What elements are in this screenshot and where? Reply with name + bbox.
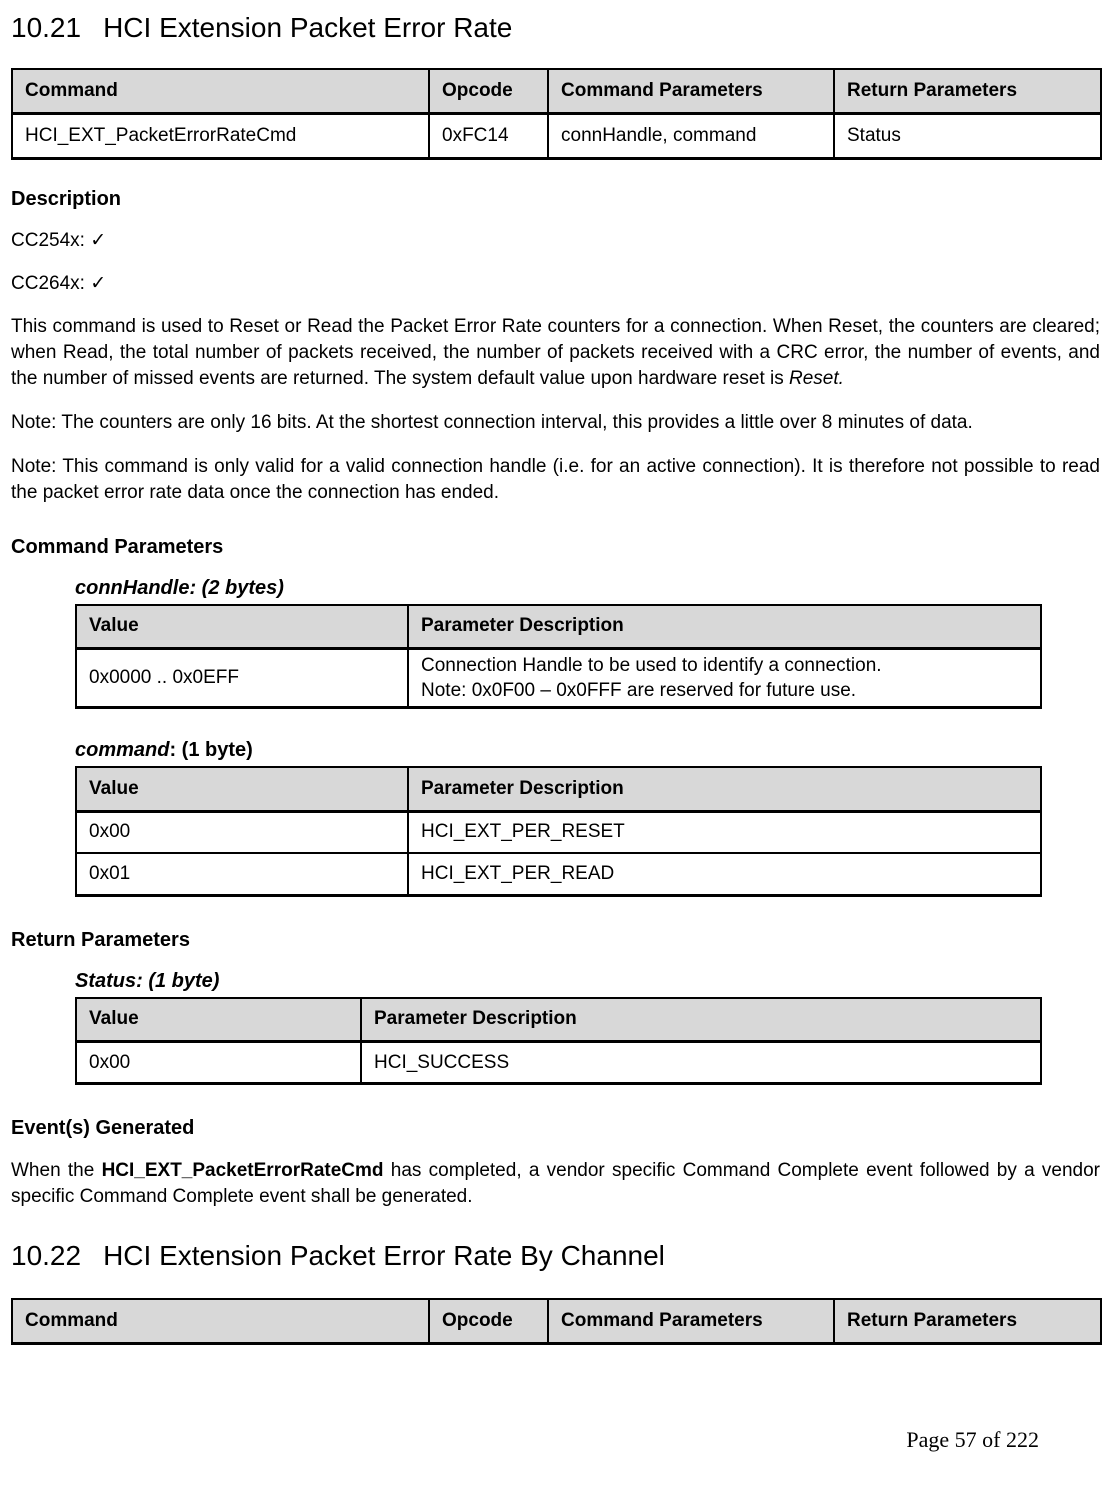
return-parameters-heading: Return Parameters bbox=[11, 928, 190, 951]
command-parameters-heading: Command Parameters bbox=[11, 535, 224, 558]
cell-opcode: 0xFC14 bbox=[429, 113, 548, 158]
command-label-italic: command bbox=[75, 739, 170, 761]
command-value-table bbox=[75, 766, 1042, 897]
events-generated-paragraph bbox=[11, 1158, 1100, 1210]
cell-value: 0x00 bbox=[76, 811, 408, 853]
connhandle-label: connHandle: (2 bytes) bbox=[75, 576, 284, 599]
section-number: 10.21 bbox=[11, 12, 82, 43]
column-header-parameter-description: Parameter Description bbox=[408, 767, 1041, 811]
section-number: 10.22 bbox=[11, 1240, 82, 1271]
column-header-parameter-description: Parameter Description bbox=[361, 998, 1041, 1042]
table-header-row bbox=[12, 69, 1101, 113]
column-header-value: Value bbox=[76, 767, 408, 811]
cell-parameter-description: HCI_EXT_PER_RESET bbox=[408, 811, 1041, 853]
table-row bbox=[12, 113, 1101, 158]
connhandle-table bbox=[75, 604, 1042, 710]
table-row bbox=[76, 853, 1041, 895]
command-label-rest: : (1 byte) bbox=[169, 739, 253, 761]
column-header-value: Value bbox=[76, 605, 408, 649]
note-counters: Note: The counters are only 16 bits. At the shortest connection interval, this provides a little over 8 minutes of data. bbox=[11, 411, 973, 433]
column-header-command: Command bbox=[12, 69, 429, 113]
column-header-command-parameters: Command Parameters bbox=[548, 69, 834, 113]
events-paragraph-after: has completed, a vendor specific Command Complete event followed by a vendor specific Command Complete event shall be generated. bbox=[11, 1160, 1100, 1207]
cell-return-parameters: Status bbox=[834, 113, 1101, 158]
column-header-return-parameters: Return Parameters bbox=[834, 69, 1101, 113]
note-valid-connection: Note: This command is only valid for a valid connection handle (i.e. for an active connection). It is therefore not possible to read the packet error rate data once the connection has ended. bbox=[11, 455, 1100, 503]
page-number-footer: Page 57 of 222 bbox=[906, 1427, 1039, 1452]
column-header-command: Command bbox=[12, 1299, 429, 1343]
column-header-opcode: Opcode bbox=[429, 1299, 548, 1343]
cell-parameter-description: HCI_EXT_PER_READ bbox=[408, 853, 1041, 895]
column-header-command-parameters: Command Parameters bbox=[548, 1299, 834, 1343]
cell-value: 0x01 bbox=[76, 853, 408, 895]
table-row bbox=[76, 811, 1041, 853]
column-header-value: Value bbox=[76, 998, 361, 1042]
events-generated-heading: Event(s) Generated bbox=[11, 1117, 195, 1139]
description-paragraph bbox=[11, 314, 1100, 392]
status-label: Status: (1 byte) bbox=[75, 969, 220, 992]
cell-command-name: HCI_EXT_PacketErrorRateCmd bbox=[12, 113, 429, 158]
events-paragraph-command-name: HCI_EXT_PacketErrorRateCmd bbox=[101, 1160, 384, 1181]
command-label bbox=[75, 739, 1100, 762]
command-summary-table-10-22 bbox=[11, 1298, 1102, 1345]
description-line-2: Note: 0x0F00 – 0x0FFF are reserved for future use. bbox=[421, 680, 857, 701]
cell-parameter-description: HCI_SUCCESS bbox=[361, 1042, 1041, 1084]
cell-command-parameters: connHandle, command bbox=[548, 113, 834, 158]
table-row bbox=[76, 1042, 1041, 1084]
table-header-row bbox=[12, 1299, 1101, 1343]
column-header-opcode: Opcode bbox=[429, 69, 548, 113]
events-paragraph-before: When the bbox=[11, 1160, 102, 1181]
table-row bbox=[76, 649, 1041, 708]
section-title: HCI Extension Packet Error Rate By Channel bbox=[103, 1240, 665, 1271]
document-page bbox=[0, 12, 1111, 1489]
cell-parameter-description bbox=[408, 649, 1041, 708]
column-header-parameter-description: Parameter Description bbox=[408, 605, 1041, 649]
description-paragraph-text: This command is used to Reset or Read the Packet Error Rate counters for a connection. When Reset, the counters are cleared; when Read, the total number of packets received, the number of packets received with a CRC error, the number of events, and the number of missed events are returned. The system default value upon hardware reset is bbox=[11, 315, 1100, 389]
table-header-row bbox=[76, 605, 1041, 649]
section-title: HCI Extension Packet Error Rate bbox=[103, 12, 513, 43]
cell-value: 0x0000 .. 0x0EFF bbox=[76, 649, 408, 708]
column-header-return-parameters: Return Parameters bbox=[834, 1299, 1101, 1343]
status-table bbox=[75, 997, 1042, 1086]
table-header-row bbox=[76, 998, 1041, 1042]
description-heading: Description bbox=[11, 187, 122, 210]
description-paragraph-italic: Reset. bbox=[789, 367, 844, 389]
command-summary-table bbox=[11, 68, 1102, 160]
chip-support-cc264x: CC264x: ✓ bbox=[11, 272, 107, 294]
section-heading-10-21 bbox=[11, 12, 1100, 44]
chip-support-cc254x: CC254x: ✓ bbox=[11, 229, 107, 251]
description-line-1: Connection Handle to be used to identify a connection. bbox=[421, 655, 882, 676]
section-heading-10-22 bbox=[11, 1240, 1100, 1272]
table-header-row bbox=[76, 767, 1041, 811]
cell-value: 0x00 bbox=[76, 1042, 361, 1084]
